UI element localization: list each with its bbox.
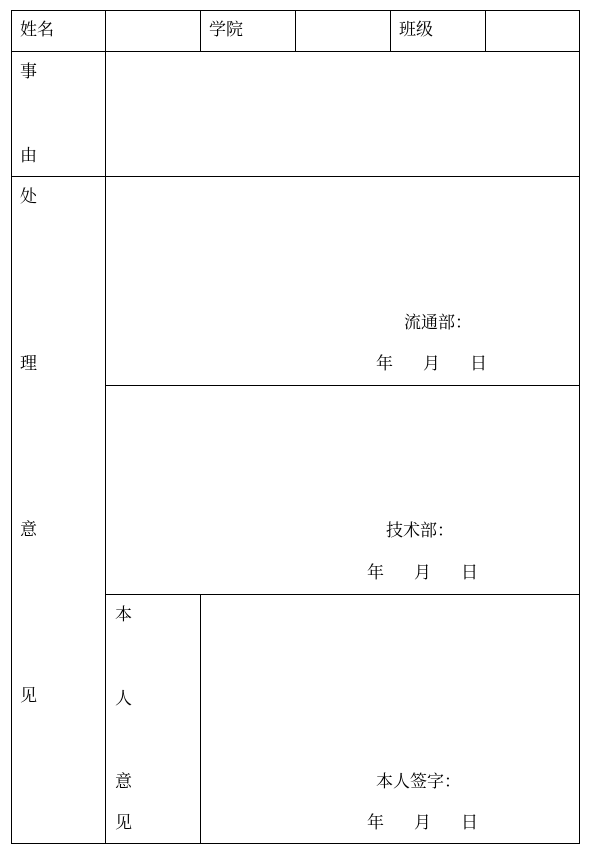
table-border-bottom <box>11 843 580 844</box>
reason-row-divider <box>11 176 580 177</box>
personal-day-label: 日 <box>461 813 478 833</box>
opinion-label-char-3: 意 <box>20 520 37 540</box>
reason-label-char-1: 事 <box>20 62 37 82</box>
table-border-right <box>579 10 580 844</box>
header-divider-5 <box>485 10 486 52</box>
signature-label: 本人签字： <box>376 772 461 792</box>
technical-divider <box>105 594 580 595</box>
college-value-cell[interactable] <box>297 12 389 50</box>
opinion-label-char-1: 处 <box>20 187 37 207</box>
class-label: 班级 <box>399 20 433 40</box>
name-value-cell[interactable] <box>107 12 199 50</box>
table-border-left <box>11 10 12 844</box>
header-divider-2 <box>200 10 201 52</box>
circulation-month-label: 月 <box>423 354 440 374</box>
circulation-year-label: 年 <box>376 354 393 374</box>
personal-label-char-1: 本 <box>115 605 132 625</box>
opinion-label-char-4: 见 <box>20 686 37 706</box>
technical-dept-label: 技术部： <box>386 521 454 541</box>
personal-month-label: 月 <box>414 813 431 833</box>
class-value-cell[interactable] <box>487 12 578 50</box>
personal-label-char-3: 意 <box>115 772 132 792</box>
header-divider-4 <box>390 10 391 52</box>
name-label: 姓名 <box>20 20 54 40</box>
personal-column-divider <box>200 594 201 844</box>
label-column-divider <box>105 10 106 844</box>
personal-label-char-2: 人 <box>115 689 132 709</box>
technical-year-label: 年 <box>367 563 384 583</box>
technical-month-label: 月 <box>414 563 431 583</box>
technical-day-label: 日 <box>461 563 478 583</box>
header-divider-3 <box>295 10 296 52</box>
reason-content-cell[interactable] <box>107 53 578 175</box>
opinion-label-char-2: 理 <box>20 354 37 374</box>
circulation-dept-label: 流通部： <box>404 313 472 333</box>
personal-year-label: 年 <box>367 813 384 833</box>
circulation-day-label: 日 <box>470 354 487 374</box>
college-label: 学院 <box>209 20 243 40</box>
circulation-divider <box>105 385 580 386</box>
personal-label-char-4: 见 <box>115 813 132 833</box>
reason-label-char-2: 由 <box>20 146 37 166</box>
